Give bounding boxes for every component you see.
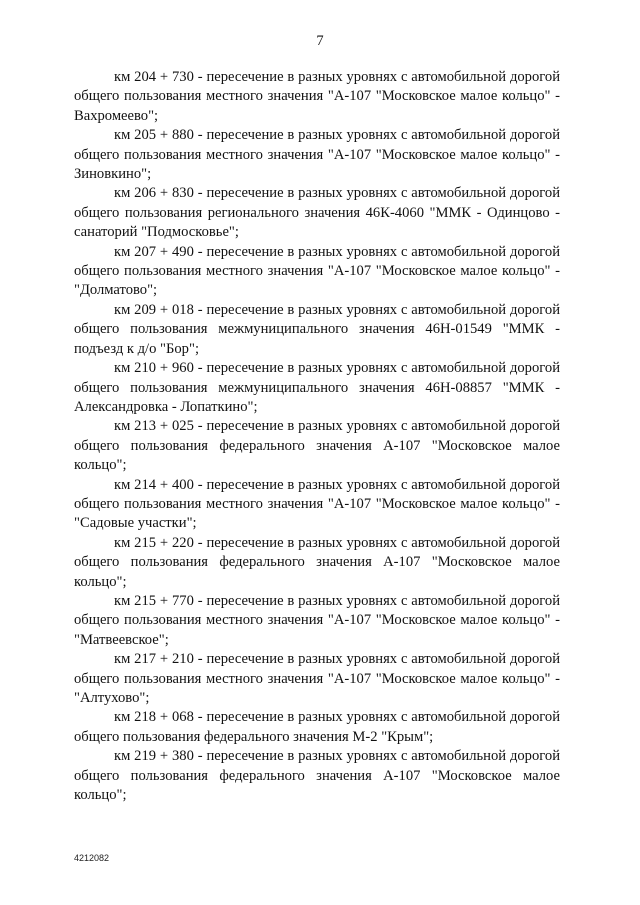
list-item: км 215 + 220 - пересечение в разных уровнях с автомобильной дорогой общего пользования федерального значения А-107 "Московское малое кольцо";: [74, 534, 560, 590]
list-item: км 214 + 400 - пересечение в разных уровнях с автомобильной дорогой общего пользования местного значения "А-107 "Московское малое кольцо" - "Садовые участки";: [74, 476, 560, 532]
list-item: км 206 + 830 - пересечение в разных уровнях с автомобильной дорогой общего пользования регионального значения 46К-4060 "ММК - Одинцово - санаторий "Подмосковье";: [74, 185, 560, 241]
list-item: км 215 + 770 - пересечение в разных уровнях с автомобильной дорогой общего пользования местного значения "А-107 "Московское малое кольцо" - "Матвеевское";: [74, 592, 560, 648]
list-item: км 217 + 210 - пересечение в разных уровнях с автомобильной дорогой общего пользования местного значения "А-107 "Московское малое кольцо" - "Алтухово";: [74, 651, 560, 706]
list-item: км 219 + 380 - пересечение в разных уровнях с автомобильной дорогой общего пользования федерального значения А-107 "Московское малое кольцо";: [74, 748, 560, 804]
document-code: 4212082: [74, 853, 110, 863]
list-item: км 204 + 730 - пересечение в разных уровнях с автомобильной дорогой общего пользования местного значения "А-107 "Московское малое кольцо" - Вахромеево";: [74, 69, 560, 124]
page-number: 7: [316, 33, 324, 49]
list-item: км 218 + 068 - пересечение в разных уровнях с автомобильной дорогой общего пользования федерального значения М-2 "Крым";: [74, 709, 560, 745]
list-item: км 210 + 960 - пересечение в разных уровнях с автомобильной дорогой общего пользования межмуниципального значения 46Н-08857 "ММК - Александровка - Лопаткино";: [74, 360, 560, 415]
list-item: км 209 + 018 - пересечение в разных уровнях с автомобильной дорогой общего пользования межмуниципального значения 46Н-01549 "ММК - подъезд к д/о "Бор";: [74, 301, 560, 357]
entries-list: [74, 68, 560, 805]
list-item: км 205 + 880 - пересечение в разных уровнях с автомобильной дорогой общего пользования местного значения "А-107 "Московское малое кольцо" - Зиновкино";: [74, 127, 560, 183]
list-item: км 207 + 490 - пересечение в разных уровнях с автомобильной дорогой общего пользования местного значения "А-107 "Московское малое кольцо" - "Долматово";: [74, 243, 560, 299]
list-item: км 213 + 025 - пересечение в разных уровнях с автомобильной дорогой общего пользования федерального значения А-107 "Московское малое кольцо";: [74, 418, 560, 474]
